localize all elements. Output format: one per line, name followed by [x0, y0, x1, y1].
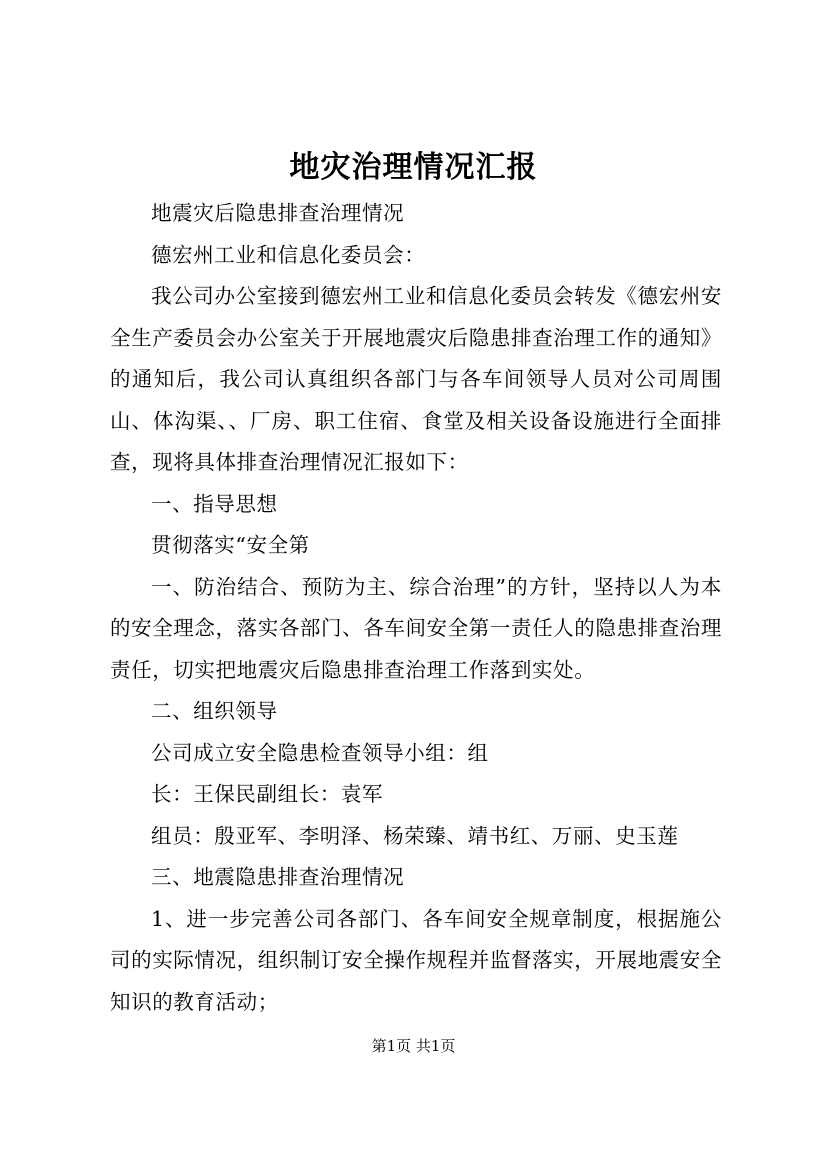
heading-guiding-thought: 一、指导思想 — [151, 491, 278, 516]
heading-investigation: 三、地震隐患排查治理情况 — [151, 865, 405, 889]
page-footer: 第1页 共1页 — [371, 1037, 456, 1055]
document-title: 地灾治理情况汇报 — [289, 150, 538, 185]
paragraph-intro: 我公司办公室接到德宏州工业和信息化委员会转发《德宏州安全生产委员会办公室关于开展地震灾后隐患排查治理工作的通知》的通知后，我公司认真组织各部门与各车间领导人员对公司周围山、体沟渠、、厂房、职工住宿、食堂及相关设备设施进行全面排查，现将具体排查治理情况汇报如下： — [110, 284, 722, 474]
paragraph-subject: 地震灾后隐患排查治理情况 — [151, 201, 405, 225]
heading-organization: 二、组织领导 — [151, 699, 278, 723]
paragraph-group-formed: 公司成立安全隐患检查领导小组：组 — [151, 740, 489, 765]
paragraph-recipient: 德宏州工业和信息化委员会： — [151, 242, 426, 267]
document-body — [110, 193, 722, 1023]
paragraph-policy: 一、防治结合、预防为主、综合治理”的方针，坚持以人为本的安全理念，落实各部门、各车间安全第一责任人的隐患排查治理责任，切实把地震灾后隐患排查治理工作落到实处。 — [110, 574, 722, 682]
paragraph-implement: 贯彻落实“安全第 — [151, 533, 310, 557]
paragraph-group-leaders: 长：王保民副组长：袁军 — [151, 782, 384, 806]
paragraph-group-members: 组员：殷亚军、李明泽、杨荣臻、靖书红、万丽、史玉莲 — [151, 823, 679, 848]
paragraph-item-1: 1、进一步完善公司各部门、各车间安全规章制度，根据施公司的实际情况，组织制订安全操作规程并监督落实，开展地震安全知识的教育活动； — [110, 906, 722, 1014]
